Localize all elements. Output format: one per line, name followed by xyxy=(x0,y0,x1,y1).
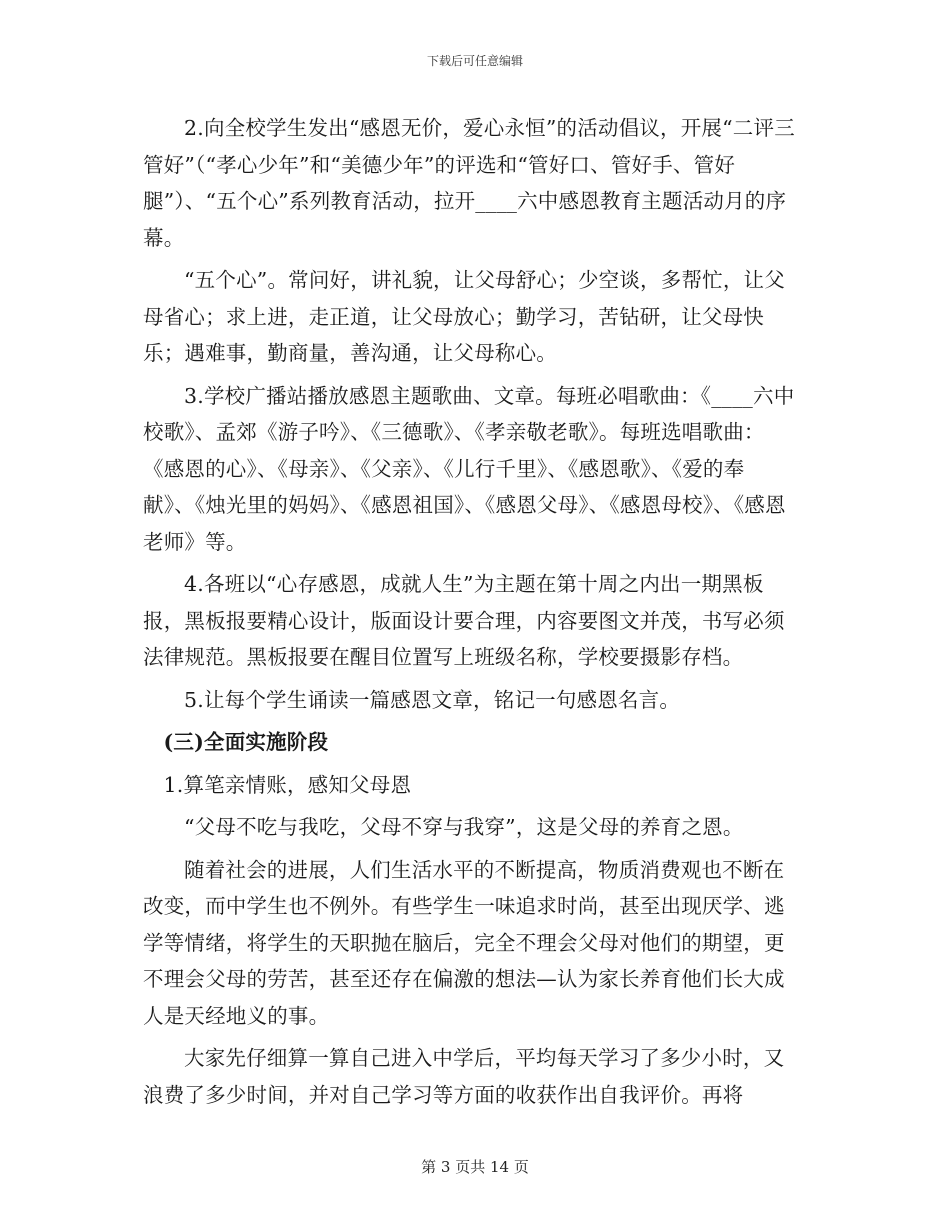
paragraph-five-hearts: “五个心”。常问好，讲礼貌，让父母舒心；少空谈，多帮忙，让父母省心；求上进，走正道，让父母放心；勤学习，苦钻研，让父母快乐；遇难事，勤商量，善沟通，让父母称心。 xyxy=(143,268,785,365)
page-header: 下载后可任意编辑 xyxy=(426,54,523,68)
paragraph-quote: “父母不吃与我吃，父母不穿与我穿”，这是父母的养育之恩。 xyxy=(184,815,744,839)
document-body xyxy=(143,110,795,1113)
paragraph-calculate: 大家先仔细算一算自己进入中学后，平均每天学习了多少小时，又浪费了多少时间，并对自己学习等方面的收获作出自我评价。再将 xyxy=(143,1046,785,1107)
paragraph-item-2: 2.向全校学生发出“感恩无价，爱心永恒”的活动倡议，开展“二评三管好”（“孝心少年”和“美德少年”的评选和“管好口、管好手、管好腿”）、“五个心”系列教育活动，拉开____六中感恩教育主题活动月的序幕。 xyxy=(143,116,795,250)
page-number: 第 3 页共 14 页 xyxy=(421,1158,529,1176)
subsection-heading: 1.算笔亲情账，感知父母恩 xyxy=(163,772,412,797)
section-heading: (三)全面实施阶段 xyxy=(163,730,329,754)
paragraph-society: 随着社会的进展，人们生活水平的不断提高，物质消费观也不断在改变，而中学生也不例外。有些学生一味追求时尚，甚至出现厌学、逃学等情绪，将学生的天职抛在脑后，完全不理会父母对他们的期望，更不理会父母的劳苦，甚至还存在偏激的想法—认为家长养育他们长大成人是天经地义的事。 xyxy=(143,857,785,1028)
paragraph-item-5: 5.让每个学生诵读一篇感恩文章，铭记一句感恩名言。 xyxy=(184,687,681,712)
paragraph-item-3: 3.学校广播站播放感恩主题歌曲、文章。每班必唱歌曲：《____六中校歌》、孟郊《游子吟》、《三德歌》、《孝亲敬老歌》。每班选唱歌曲：《感恩的心》、《母亲》、《父亲》、《儿行千里》、《感恩歌》、《爱的奉献》、《烛光里的妈妈》、《感恩祖国》、《感恩父母》、《感恩母校》、《感恩老师》等。 xyxy=(143,383,795,554)
paragraph-item-4: 4.各班以“心存感恩，成就人生”为主题在第十周之内出一期黑板报，黑板报要精心设计，版面设计要合理，内容要图文并茂，书写必须法律规范。黑板报要在醒目位置写上班级名称，学校要摄影存档。 xyxy=(143,572,785,669)
